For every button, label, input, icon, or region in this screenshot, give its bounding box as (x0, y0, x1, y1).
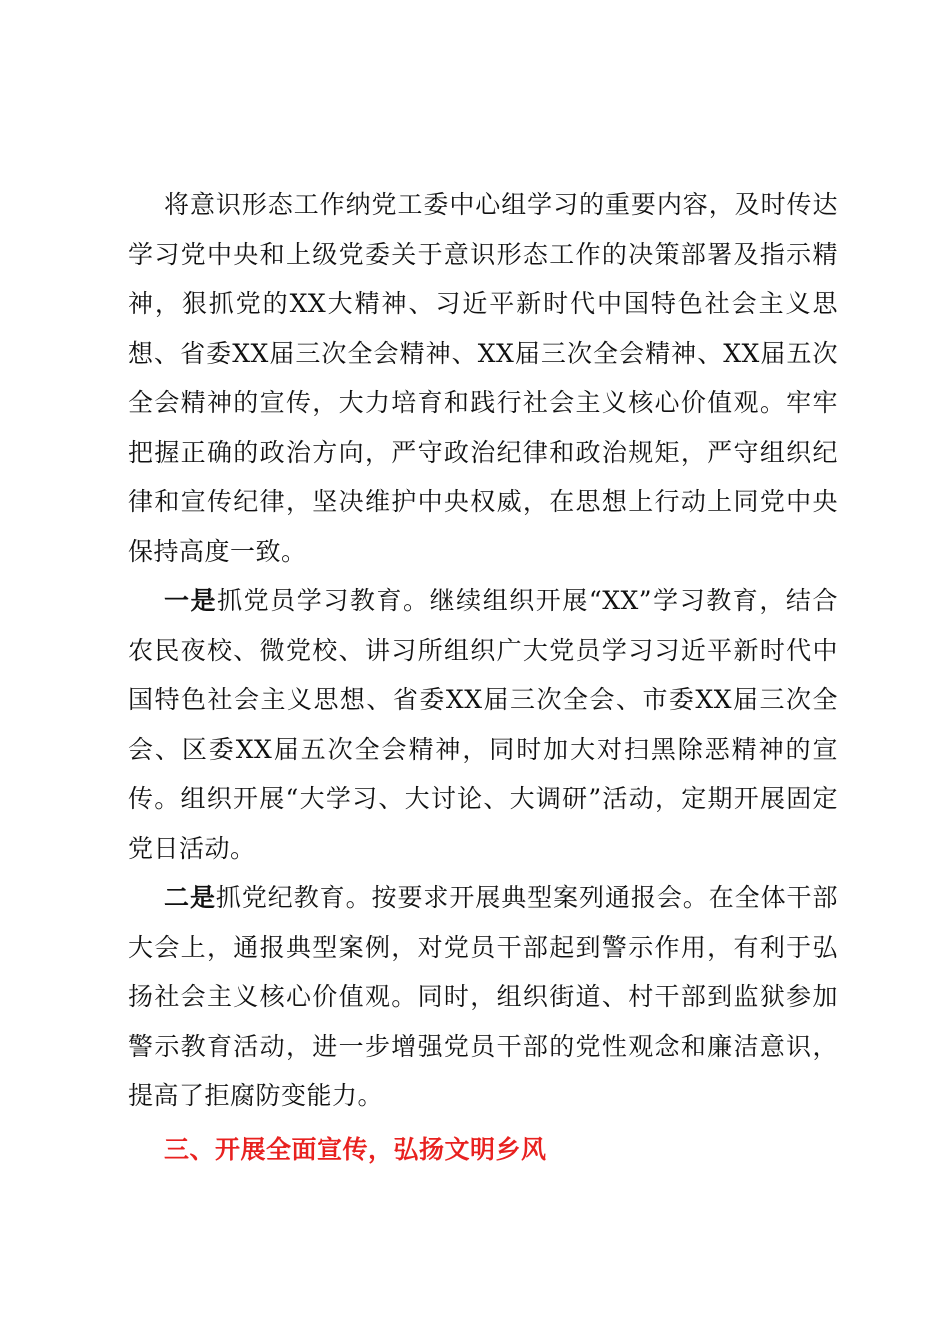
section-heading: 三、开展全面宣传，弘扬文明乡风 (164, 1134, 547, 1164)
paragraph-lead: 一是 (164, 586, 218, 615)
paragraph-text: 抓党员学习教育。继续组织开展“XX”学习教育，结合农民夜校、微党校、讲习所组织广大党员学习习近平新时代中国特色社会主义思想、省委XX届三次全会、市委XX届三次全会、区委XX届五次全会精神，同时加大对扫黑除恶精神的宣传。组织开展“大学习、大讨论、大调研”活动，定期开展固定党日活动。 (128, 586, 838, 863)
paragraph-discipline-education (128, 873, 838, 1121)
document-body (128, 180, 838, 1175)
paragraph-text: 抓党纪教育。按要求开展典型案列通报会。在全体干部大会上，通报典型案例，对党员干部起到警示作用，有利于弘扬社会主义核心价值观。同时，组织街道、村干部到监狱参加警示教育活动，进一步增强党员干部的党性观念和廉洁意识，提高了拒腐防变能力。 (128, 883, 838, 1110)
paragraph-lead: 二是 (164, 883, 216, 912)
paragraph-text: 将意识形态工作纳党工委中心组学习的重要内容，及时传达学习党中央和上级党委关于意识形态工作的决策部署及指示精神，狠抓党的XX大精神、习近平新时代中国特色社会主义思想、省委XX届三次全会精神、XX届三次全会精神、XX届五次全会精神的宣传，大力培育和践行社会主义核心价值观。牢牢把握正确的政治方向，严守政治纪律和政治规矩，严守组织纪律和宣传纪律，坚决维护中央权威，在思想上行动上同党中央保持高度一致。 (128, 190, 838, 566)
paragraph-ideology-work (128, 180, 838, 576)
paragraph-party-member-education (128, 576, 838, 873)
